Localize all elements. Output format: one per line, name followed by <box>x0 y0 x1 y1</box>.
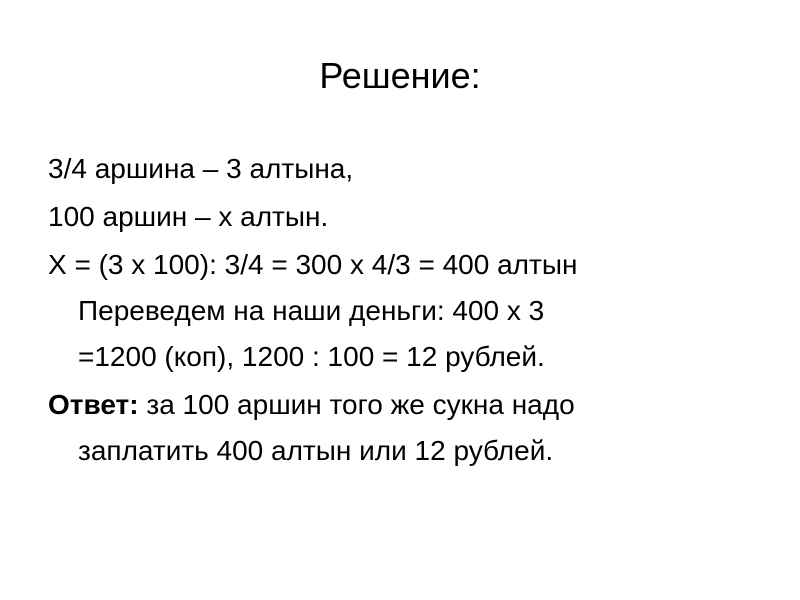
answer-text: за 100 аршин того же сукна надо <box>138 389 575 420</box>
line-conversion: Переведем на наши деньги: 400 х 3 <box>78 295 545 326</box>
line-proportion-unknown: 100 аршин – х алтын. <box>48 201 329 232</box>
calculation-paragraph <box>48 242 758 380</box>
line-calculation: Х = (3 х 100): 3/4 = 300 х 4/3 = 400 алтын <box>48 249 578 280</box>
answer-line <box>48 382 758 428</box>
answer-label: Ответ: <box>48 389 139 420</box>
slide-title: Решение: <box>319 55 481 96</box>
slide-body <box>48 146 758 474</box>
line-conversion-result: =1200 (коп), 1200 : 100 = 12 рублей. <box>78 341 545 372</box>
answer-paragraph <box>48 382 758 474</box>
line-proportion-known: 3/4 аршина – 3 алтына, <box>48 153 354 184</box>
answer-continuation: заплатить 400 алтын или 12 рублей. <box>78 435 554 466</box>
